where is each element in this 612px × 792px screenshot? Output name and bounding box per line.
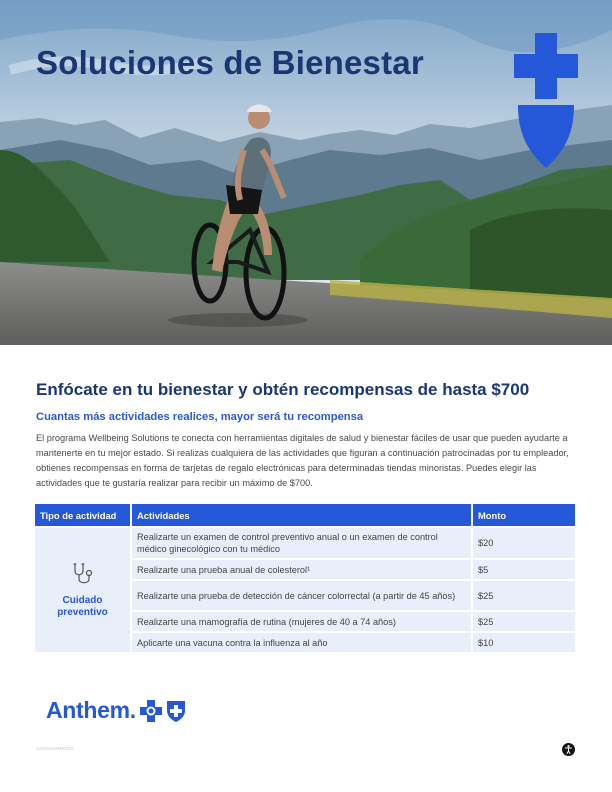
- accessibility-figure-icon: [562, 743, 575, 756]
- blue-cross-icon: [139, 699, 163, 723]
- activity-cell: Realizarte una mamografía de rutina (mujeres de 40 a 74 años): [132, 612, 471, 631]
- amount-cell: $25: [473, 581, 575, 610]
- table-header-row: [35, 504, 575, 526]
- header-activity-type: Tipo de actividad: [35, 504, 130, 526]
- accessibility-icon[interactable]: [562, 743, 575, 756]
- activity-cell: Realizarte una prueba anual de colesterol¹: [132, 560, 471, 579]
- page-title: Soluciones de Bienestar: [36, 44, 424, 81]
- header-activities: Actividades: [132, 504, 471, 526]
- category-label: Cuidado preventivo: [57, 595, 108, 618]
- form-number: XXXXXMSMENXX: [36, 746, 74, 751]
- amount-cell: $25: [473, 612, 575, 631]
- anthem-logo: [46, 697, 187, 724]
- intro-paragraph: El programa Wellbeing Solutions te conecta con herramientas digitales de salud y bienestar fáciles de usar que pueden ayudarte a mantenerte en tu mejor estado. Si realizas cualquiera de las actividades que figuran a continuación patrocinadas por tu empleador, obtienes recompensas en forma de tarjetas de regalo electrónicas para determinadas tiendas minoristas. Puedes elegir las actividades que te gustaría realizar para recibir un máximo de $700.: [36, 433, 569, 488]
- header-amount: Monto: [473, 504, 575, 526]
- category-cell: [35, 528, 130, 652]
- hero-banner: [0, 0, 612, 345]
- activity-cell: Aplicarte una vacuna contra la influenza al año: [132, 633, 471, 652]
- activity-cell: Realizarte un examen de control preventivo anual o un examen de control médico ginecológico con tu médico: [132, 528, 471, 558]
- blue-shield-icon: [165, 699, 187, 723]
- stethoscope-icon: [70, 561, 96, 587]
- amount-cell: $20: [473, 528, 575, 558]
- logo-wordmark: Anthem.: [46, 697, 136, 723]
- amount-cell: $5: [473, 560, 575, 579]
- rewards-table: [33, 502, 577, 654]
- activity-cell: Realizarte una prueba de detección de cáncer colorrectal (a partir de 45 años): [132, 581, 471, 610]
- amount-cell: $10: [473, 633, 575, 652]
- headline: Enfócate en tu bienestar y obtén recompensas de hasta $700: [36, 380, 530, 399]
- table-row: [35, 528, 575, 558]
- blue-cross-shield-icon: [514, 33, 580, 169]
- subheadline: Cuantas más actividades realices, mayor será tu recompensa: [36, 411, 364, 423]
